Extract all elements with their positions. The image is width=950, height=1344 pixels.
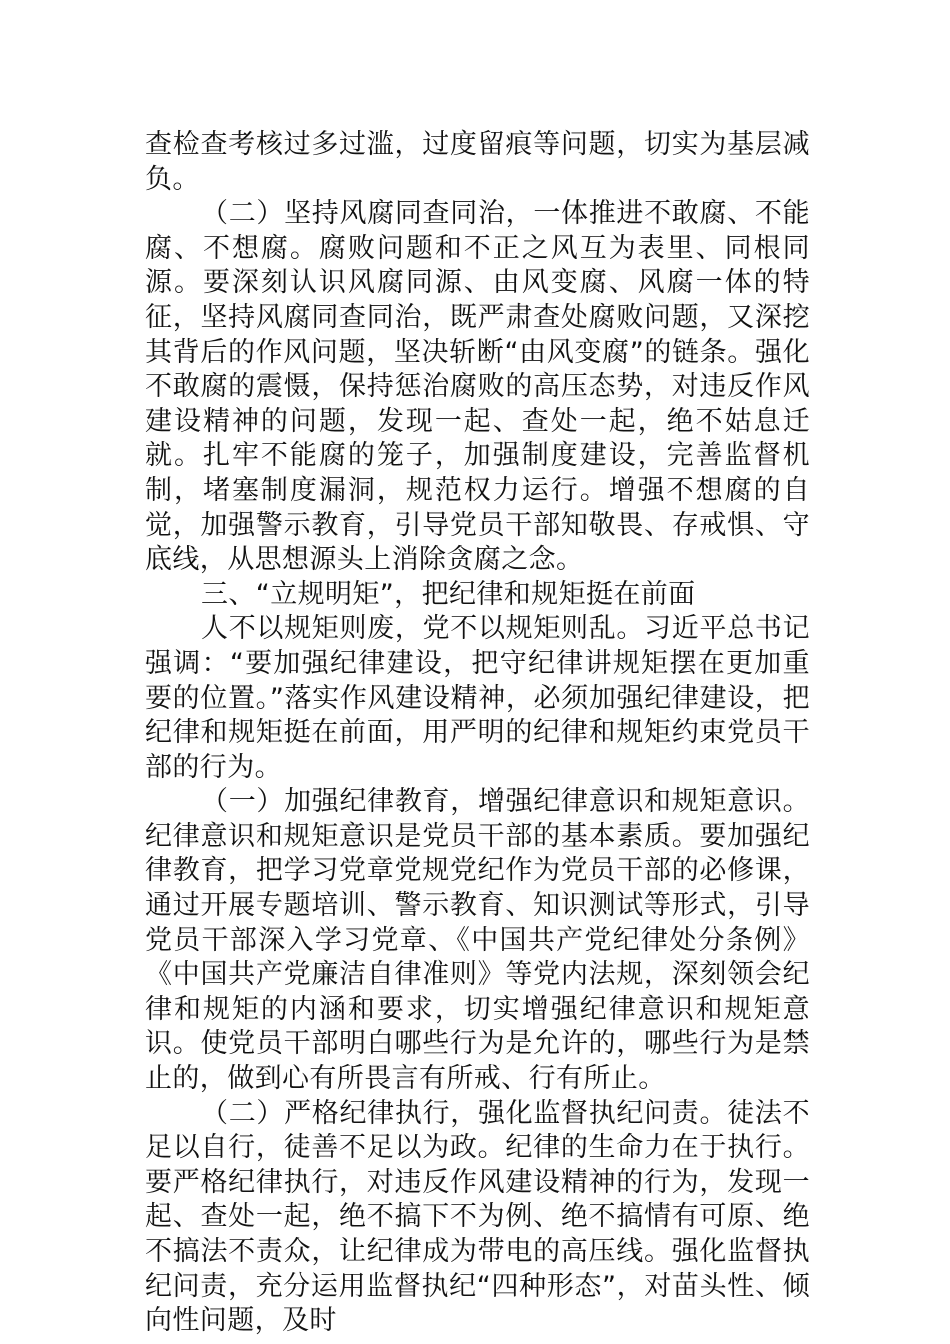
paragraph-discipline-education: （一）加强纪律教育，增强纪律意识和规矩意识。纪律意识和规矩意识是党员干部的基本素质。要加强纪律教育，把学习党章党规党纪作为党员干部的必修课，通过开展专题培训、警示教育、知识测试等形式，引导党员干部深入学习党章、《中国共产党纪律处分条例》《中国共产党廉洁自律准则》等党内法规，深刻领会纪律和规矩的内涵和要求，切实增强纪律意识和规矩意识。使党员干部明白哪些行为是允许的，哪些行为是禁止的，做到心有所畏言有所戒、行有所止。 (145, 786, 810, 1095)
paragraph-anti-corruption: （二）坚持风腐同查同治，一体推进不敢腐、不能腐、不想腐。腐败问题和不正之风互为表里、同根同源。要深刻认识风腐同源、由风变腐、风腐一体的特征，坚持风腐同查同治，既严肃查处腐败问题，又深挖其背后的作风问题，坚决斩断“由风变腐”的链条。强化不敢腐的震慑，保持惩治腐败的高压态势，对违反作风建设精神的问题，发现一起、查处一起，绝不姑息迁就。扎牢不能腐的笼子，加强制度建设，完善监督机制，堵塞制度漏洞，规范权力运行。增强不想腐的自觉，加强警示教育，引导党员干部知敬畏、存戒惧、守底线，从思想源头上消除贪腐之念。 (145, 198, 810, 576)
section-heading-three: 三、“立规明矩”，把纪律和规矩挺在前面 (201, 578, 696, 610)
paragraph-discipline-enforcement: （二）严格纪律执行，强化监督执纪问责。徒法不足以自行，徒善不足以为政。纪律的生命力在于执行。要严格纪律执行，对违反作风建设精神的行为，发现一起、查处一起，绝不搞下不为例、绝不搞情有可原、绝不搞法不责众，让纪律成为带电的高压线。强化监督执纪问责，充分运用监督执纪“四种形态”，对苗头性、倾向性问题，及时 (145, 1097, 810, 1337)
document-body (145, 128, 810, 1339)
paragraph-continuation: 查检查考核过多过滥，过度留痕等问题，切实为基层减负。 (145, 129, 810, 195)
paragraph-section-intro: 人不以规矩则废，党不以规矩则乱。习近平总书记强调：“要加强纪律建设，把守纪律讲规矩摆在更加重要的位置。”落实作风建设精神，必须加强纪律建设，把纪律和规矩挺在前面，用严明的纪律和规矩约束党员干部的行为。 (145, 613, 810, 783)
